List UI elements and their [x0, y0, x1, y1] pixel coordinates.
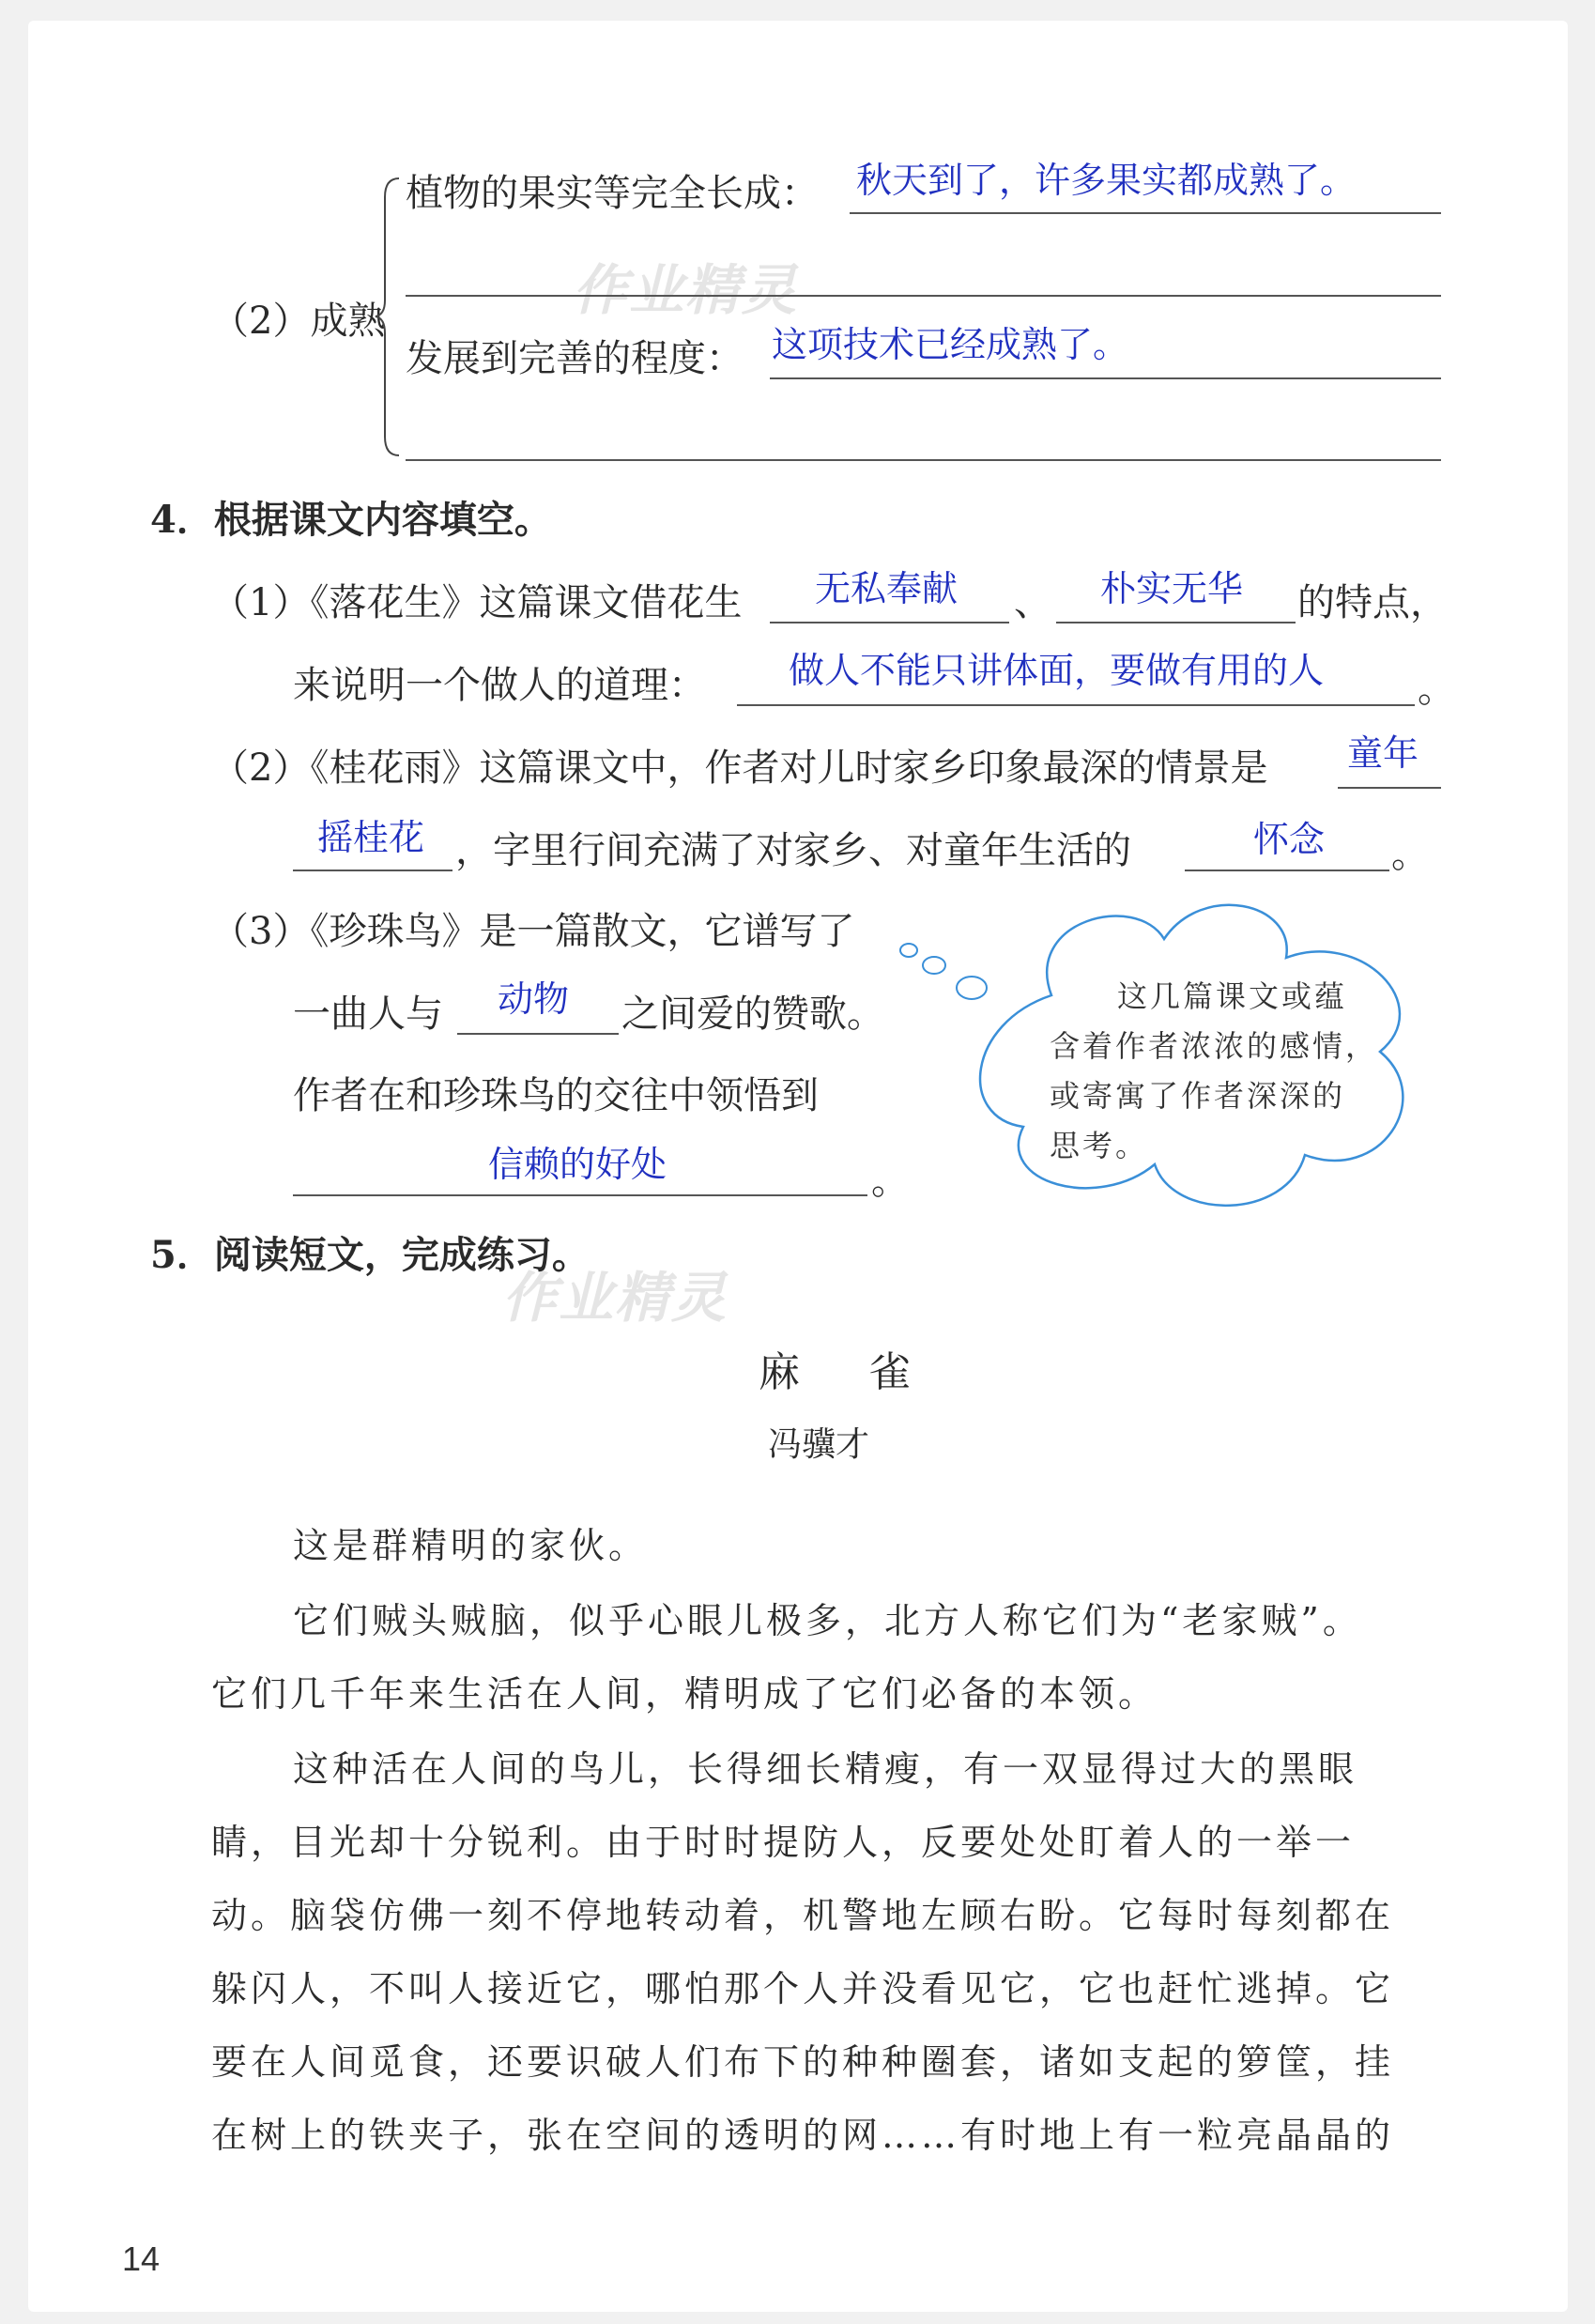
answer-line [770, 622, 1009, 623]
definition-text: 植物的果实等完全长成： [406, 172, 819, 215]
answer-text: 这项技术已经成熟了。 [772, 324, 1129, 365]
cloud-text-line: 含着作者浓浓的感情， [1050, 1028, 1379, 1064]
separator-text: 、 [1014, 581, 1051, 624]
answer-text: 摇桂花 [317, 817, 425, 858]
passage-line: 这是群精明的家伙。 [293, 1525, 649, 1566]
answer-line [293, 1194, 867, 1196]
question-text: （2）《桂花雨》这篇课文中，作者对儿时家乡印象最深的情景是 [211, 746, 1268, 790]
answer-line [293, 870, 452, 871]
answer-line [1056, 622, 1296, 623]
watermark: 作业精灵 [502, 1266, 728, 1330]
answer-text: 动物 [498, 978, 570, 1020]
cloud-text-line: 这几篇课文或蕴 [1117, 978, 1348, 1014]
question-text: 作者在和珍珠鸟的交往中领悟到 [293, 1074, 819, 1117]
answer-line [406, 459, 1441, 461]
passage-line: 它们几千年来生活在人间，精明成了它们必备的本领。 [211, 1673, 1158, 1715]
cloud-text-line: 或寄寓了作者深深的 [1050, 1078, 1346, 1114]
answer-text: 童年 [1347, 732, 1419, 774]
definition-text: 发展到完善的程度： [406, 337, 744, 380]
answer-text: 做人不能只讲体面，要做有用的人 [789, 650, 1325, 691]
passage-line: 它们贼头贼脑，似乎心眼儿极多，北方人称它们为“老家贼”。 [293, 1600, 1362, 1641]
passage-line: 要在人间觅食，还要识破人们布下的种种圈套，诸如支起的箩筐，挂 [211, 2041, 1395, 2083]
cloud-text-line: 思考。 [1050, 1128, 1149, 1163]
answer-line [406, 295, 1441, 297]
question-text: 一曲人与 [293, 993, 443, 1036]
question-heading: 5．阅读短文，完成练习。 [150, 1233, 590, 1277]
answer-line [770, 377, 1441, 379]
passage-line: 睛，目光却十分锐利。由于时时提防人，反要处处盯着人的一举一 [211, 1822, 1356, 1863]
end-mark: 。 [1418, 668, 1455, 711]
passage-line: 这种活在人间的鸟儿，长得细长精瘦，有一双显得过大的黑眼 [293, 1748, 1358, 1790]
watermark: 作业精灵 [573, 258, 799, 322]
question-text: 之间爱的赞歌。 [621, 993, 884, 1036]
answer-line [1338, 787, 1441, 789]
passage-author: 冯骥才 [768, 1425, 870, 1464]
page-number: 14 [122, 2239, 161, 2278]
answer-line [850, 212, 1441, 214]
item-label: （2）成熟 [211, 300, 386, 343]
answer-text: 信赖的好处 [488, 1144, 667, 1185]
question-text: （1）《落花生》这篇课文借花生 [211, 581, 743, 624]
question-text: 的特点， [1297, 581, 1448, 624]
passage-line: 动。脑袋仿佛一刻不停地转动着，机警地左顾右盼。它每时每刻都在 [211, 1895, 1395, 1936]
answer-text: 秋天到了，许多果实都成熟了。 [856, 160, 1357, 201]
answer-text: 怀念 [1253, 819, 1326, 860]
question-text: （3）《珍珠鸟》是一篇散文，它谱写了 [211, 910, 855, 953]
answer-line [457, 1033, 619, 1035]
answer-text: 无私奉献 [815, 568, 959, 609]
end-mark: 。 [1391, 833, 1429, 876]
passage-line: 在树上的铁夹子，张在空间的透明的网……有时地上有一粒亮晶晶的 [211, 2115, 1395, 2156]
end-mark: 。 [871, 1160, 909, 1203]
passage-line: 躲闪人，不叫人接近它，哪怕那个人并没看见它，它也赶忙逃掉。它 [211, 1968, 1395, 2009]
passage-title: 麻 雀 [759, 1348, 939, 1396]
answer-text: 朴实无华 [1100, 568, 1244, 609]
question-text: ，字里行间充满了对家乡、对童年生活的 [455, 829, 1131, 872]
answer-line [737, 704, 1415, 706]
brace-icon [371, 174, 408, 460]
question-heading: 4．根据课文内容填空。 [150, 498, 552, 542]
question-text: 来说明一个做人的道理： [293, 664, 706, 707]
answer-line [1185, 870, 1389, 871]
